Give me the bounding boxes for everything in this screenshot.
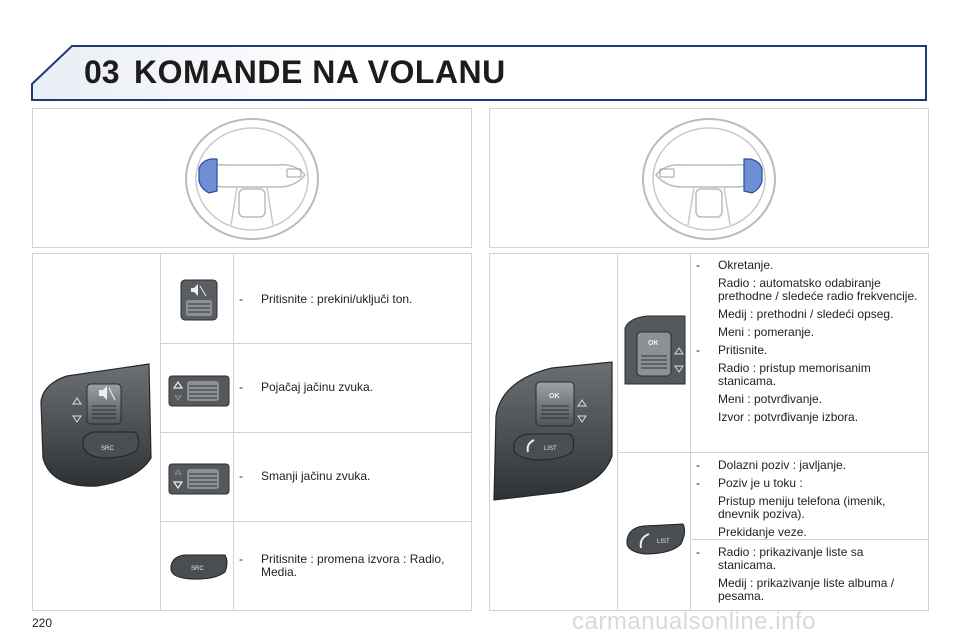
right-row-2-text: - Dolazni poziv : javljanje. - Poziv je u toku : Pristup meniju telefona (imenik, dnevnik poziva). Prekidanje veze. (696, 458, 886, 539)
steering-wheel-right-controls-illustration (636, 113, 782, 243)
left-steering-control-unit-illustration (37, 362, 157, 488)
left-row-1-text: - Pritisnite : prekini/uključi ton. (239, 292, 413, 306)
ok-label: OK (549, 393, 560, 400)
left-row-3-text: - Smanji jačinu zvuka. (239, 469, 371, 483)
left-row-4-text: - Pritisnite : promena izvora : Radio, Media. (239, 552, 445, 579)
right-row-3-text: - Radio : prikazivanje liste sa stanicama. Medij : prikazivanje liste albuma / pesama. (696, 545, 895, 603)
ok-scroll-wheel-icon (623, 314, 687, 386)
page-number: 220 (32, 616, 53, 630)
right-row-1-text: - Okretanje. Radio : automatsko odabiranje prethodne / sledeće radio frekvencije. Medij : prethodni / sledeći opseg. Meni : pomeranje. - Pritisnite. Radio : pristup memorisanim stanicama. Meni : potvrđivanje. Izvor : potvrđivanje izbora. (696, 258, 918, 424)
src-label: SRC (191, 566, 204, 572)
watermark-text: carmanualsonline.info (572, 608, 816, 635)
list-label: LIST (544, 446, 557, 452)
left-controls-table (32, 253, 472, 611)
right-steering-control-unit-illustration (492, 360, 616, 504)
right-controls-table (489, 253, 929, 611)
src-label: SRC (101, 446, 114, 452)
chapter-number: 03 (84, 54, 120, 90)
left-row-2-text: - Pojačaj jačinu zvuka. (239, 380, 374, 394)
src-button-icon (167, 552, 231, 582)
steering-wheel-panel-left (32, 108, 472, 248)
mute-button-icon (179, 278, 219, 322)
volume-up-button-icon (167, 374, 231, 408)
ok-label: OK (648, 340, 659, 347)
page-title: KOMANDE NA VOLANU (134, 54, 506, 90)
list-label: LIST (657, 539, 670, 545)
phone-list-button-icon (623, 520, 687, 556)
steering-wheel-panel-right (489, 108, 929, 248)
volume-down-button-icon (167, 462, 231, 496)
steering-wheel-left-controls-illustration (179, 113, 325, 243)
